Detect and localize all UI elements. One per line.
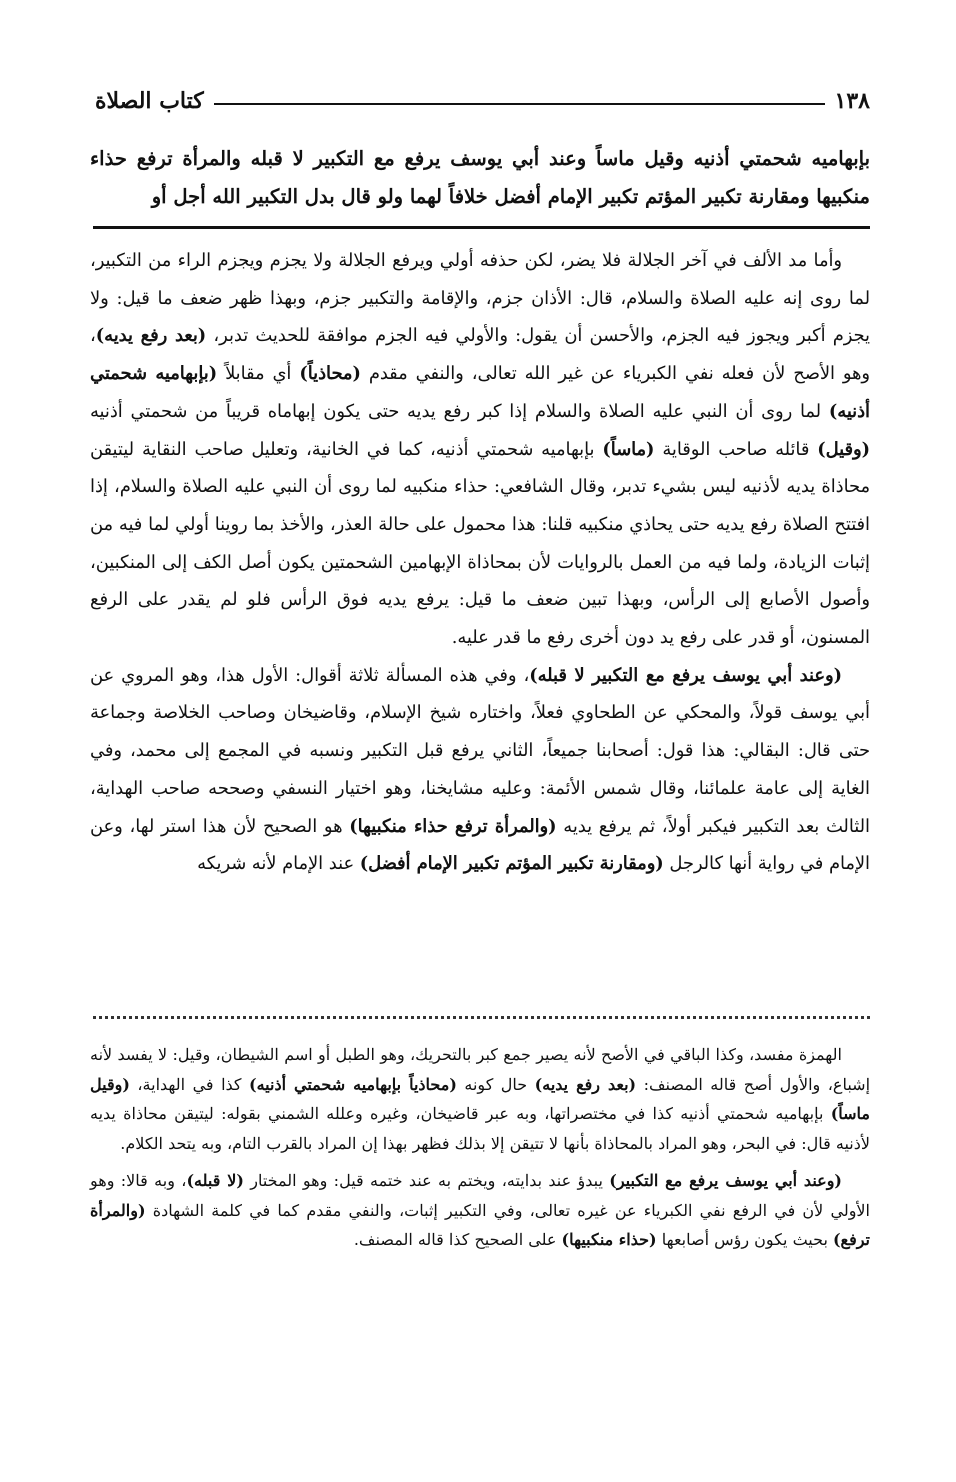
book-title: كتاب الصلاة [95,88,204,114]
hashiya-paragraph-2: (وعند أبي يوسف يرفع مع التكبير) يبدؤ عند بدايته، ويختم به عند ختمه قيل: وهو المختار (لا قبله)، وبه قالا: وهو الأولي لأن في الرفع نفي الكبرياء عن غيره تعالى، وفي التكبير إثبات، والنفي مقدم كما في كلمة الشهادة (والمرأة ترفع) بحيث يكون رؤس أصابعها (حذاء منكبيها) على الصحيح كذا قاله المصنف. [90,1171,870,1249]
sharh-section [90,242,870,883]
sharh-paragraph-1: وأما مد الألف في آخر الجلالة فلا يضر، لكن حذفه أولي ويرفع الجلالة ولا يجزم ويجزم الراء من التكبير، لما روى إنه عليه الصلاة والسلام، قال: الأذان جزم، والإقامة والتكبير جزم، وبهذا ظهر ضعف ما قيل: ولا يجزم أكبر ويجوز فيه الجزم، والأحسن أن يقول: والأولي فيه الجزم موافقة للحديث تدبر، (بعد رفع يديه)، وهو الأصح لأن فعله نفي الكبرياء عن غير الله تعالى، والنفي مقدم (محاذياً) أي مقابلاً (بإبهاميه شحمتي أذنيه) لما روى أن النبي عليه الصلاة والسلام إذا كبر رفع يديه حتى يكون إبهاماه قريباً من شحمتي أذنيه (وقيل) قائله صاحب الوقاية (ماساً) بإبهاميه شحمتي أذنيه، كما في الخانية، وتعليل صاحب النقاية ليتيقن محاذاة يديه لأذنيه ليس بشيء تدبر، وقال الشافعي: حذاء منكبيه لما روى أن النبي عليه الصلاة والسلام، إذا افتتح الصلاة رفع يديه حتى يحاذي منكبيه قلنا: هذا محمول على حالة العذر، والأخذ بما روينا أولي لما فيه من إثبات الزيادة، ولما فيه من العمل بالروايات لأن بمحاذاة الإبهامين الشحمتين يكون أصل الكف إلى المنكبين، وأصول الأصابع إلى الرأس، وبهذا تبين ضعف ما قيل: يرفع يديه فوق الرأس فلو لم يقدر على الرفع المسنون، أو قدر على رفع يد دون أخرى رفع ما قدر عليه. [90,250,871,649]
matn-separator [93,226,870,229]
hashiya-paragraph-1: الهمزة مفسد، وكذا الباقي في الأصح لأنه يصير جمع كبر بالتحريك، وهو الطبل أو اسم الشيطان، وقيل: لا يفسد لأنه إشباع، والأول أصح قاله المصنف: (بعد رفع يديه) حال كونه (محاذياً بإبهاميه شحمتي أذنيه) كذا في الهداية، (وقيل ماساً) بإبهاميه شحمتي أذنيه كذا في مختصراتها، وبه عبر قاضيخان، وغيره وعلله الشمني بقوله: ليتيقن محاذاة يديه لأذنيه قال: في البحر، وهو المراد بالمحاذاة بأنها لا تتيقن إلا بذلك فظهر بهذا إن المراد بالقرب التام، وبه يتحد الكلام. [90,1045,871,1153]
header-rule [214,103,825,105]
hashiya-section [90,1040,870,1255]
sharh-paragraph-2: (وعند أبي يوسف يرفع مع التكبير لا قبله)، وفي هذه المسألة ثلاثة أقوال: الأول هذا، وهو المروي عن أبي يوسف قولاً، والمحكي عن الطحاوي فعلاً، واختاره شيخ الإسلام، وقاضيخان وصاحب الخلاصة وجماعة حتى قال: البقالي: هذا قول: أصحابنا جميعاً، الثاني يرفع قبل التكبير ونسبه في المجمع إلى محمد، وفي الغاية إلى عامة علمائنا، وقال شمس الأئمة: وعليه مشايخنا، وهو اختيار النسفي وصححه صاحب الهداية، الثالث بعد التكبير فيكبر أولاً، ثم يرفع يديه (والمرأة ترفع حذاء منكبيها) هو الصحيح لأن هذا استر لها، وعن الإمام في رواية أنها كالرجل (ومقارنة تكبير المؤتم تكبير الإمام أفضل) عند الإمام لأنه شريكه [90,664,870,875]
page-number: ١٣٨ [834,88,870,114]
matn-text: بإبهاميه شحمتي أذنيه وقيل ماساً وعند أبي يوسف يرفع مع التكبير لا قبله والمرأة ترفع حذاء منكبيها ومقارنة تكبير المؤتم تكبير الإمام أفضل خلافاً لهما ولو قال بدل التكبير الله أجل أو [90,147,870,208]
page-header [95,80,870,114]
footnote-separator [93,1016,870,1019]
